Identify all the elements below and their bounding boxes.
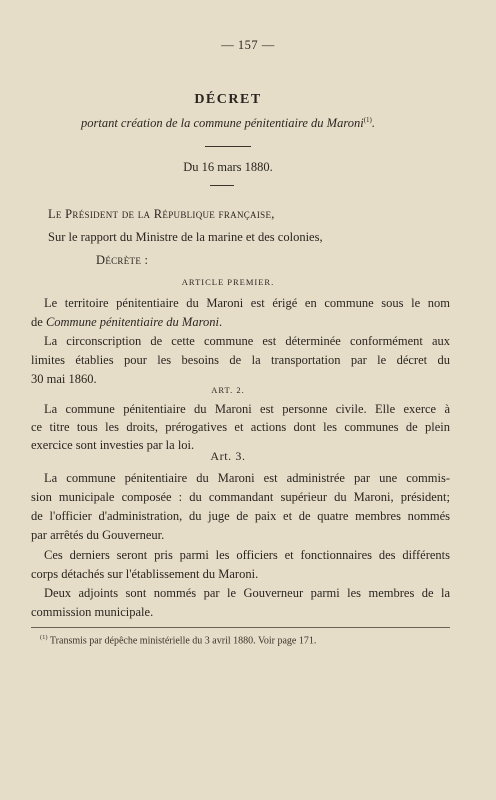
subtitle-end: . [371,116,375,131]
footnote-divider [31,627,450,628]
article-1-commune-name: Commune pénitentiaire du Maroni [45,315,219,329]
article-3-line-8: commission municipale. [31,605,154,619]
preamble-line: Sur le rapport du Ministre de la marine et des colonies, [48,230,323,244]
president-line: Le Président de la République française, [48,207,275,221]
article-3-line-1: La commune pénitentiaire du Maroni est administrée par une commis- [44,471,450,485]
page-number: — 157 — [221,38,275,52]
article-3-line-4: par arrêtés du Gouverneur. [31,528,165,542]
article-1-line-2-prefix: de [31,315,46,329]
article-3-line-2: sion municipale composée : du commandant supérieur du Maroni, président; [31,490,450,504]
decree-title: DÉCRET [194,92,262,107]
footnote-text: Transmis par dépêche ministérielle du 3 avril 1880. Voir page 171. [49,635,317,647]
date-divider [210,185,234,186]
decree-date: Du 16 mars 1880. [183,160,273,174]
article-2-line-2: ce titre tous les droits, prérogatives et actions dont les communes de plein [31,420,450,434]
decrete-line: Décrète : [96,253,149,267]
article-3-line-5: Ces derniers seront pris parmi les officiers et fonctionnaires des différents [44,548,450,562]
article-2-line-1: La commune pénitentiaire du Maroni est personne civile. Elle exerce à [44,402,450,416]
article-1-line-4: limites établies pour les besoins de la transportation par le décret du [31,353,450,367]
footnote-mark: (1) [40,634,48,641]
article-1-line-2 [31,315,222,330]
article-2-line-3: exercice sont investies par la loi. [31,438,195,452]
article-3-line-7: Deux adjoints sont nommés par le Gouverneur parmi les membres de la [44,586,450,600]
article-1-line-2-suffix: . [218,315,223,329]
article-1-line-3: La circonscription de cette commune est déterminée conformément aux [44,334,450,348]
article-3-heading: Art. 3. [210,449,246,463]
article-3-line-3: de l'officier d'administration, du juge de paix et de quatre membres nommés [31,509,450,523]
title-divider [205,146,251,147]
article-1-line-1: Le territoire pénitentiaire du Maroni est érigé en commune sous le nom [44,296,450,310]
subtitle-footnote-mark: (1) [363,116,372,124]
footnote [40,634,316,646]
article-1-line-5: 30 mai 1860. [31,372,97,386]
decree-subtitle [0,116,456,131]
subtitle-text: portant création de la commune pénitentiaire du Maroni [80,116,364,131]
article-3-line-6: corps détachés sur l'établissement du Maroni. [31,567,259,581]
article-2-heading: ART. 2. [211,385,245,395]
article-1-heading: ARTICLE PREMIER. [181,277,275,287]
